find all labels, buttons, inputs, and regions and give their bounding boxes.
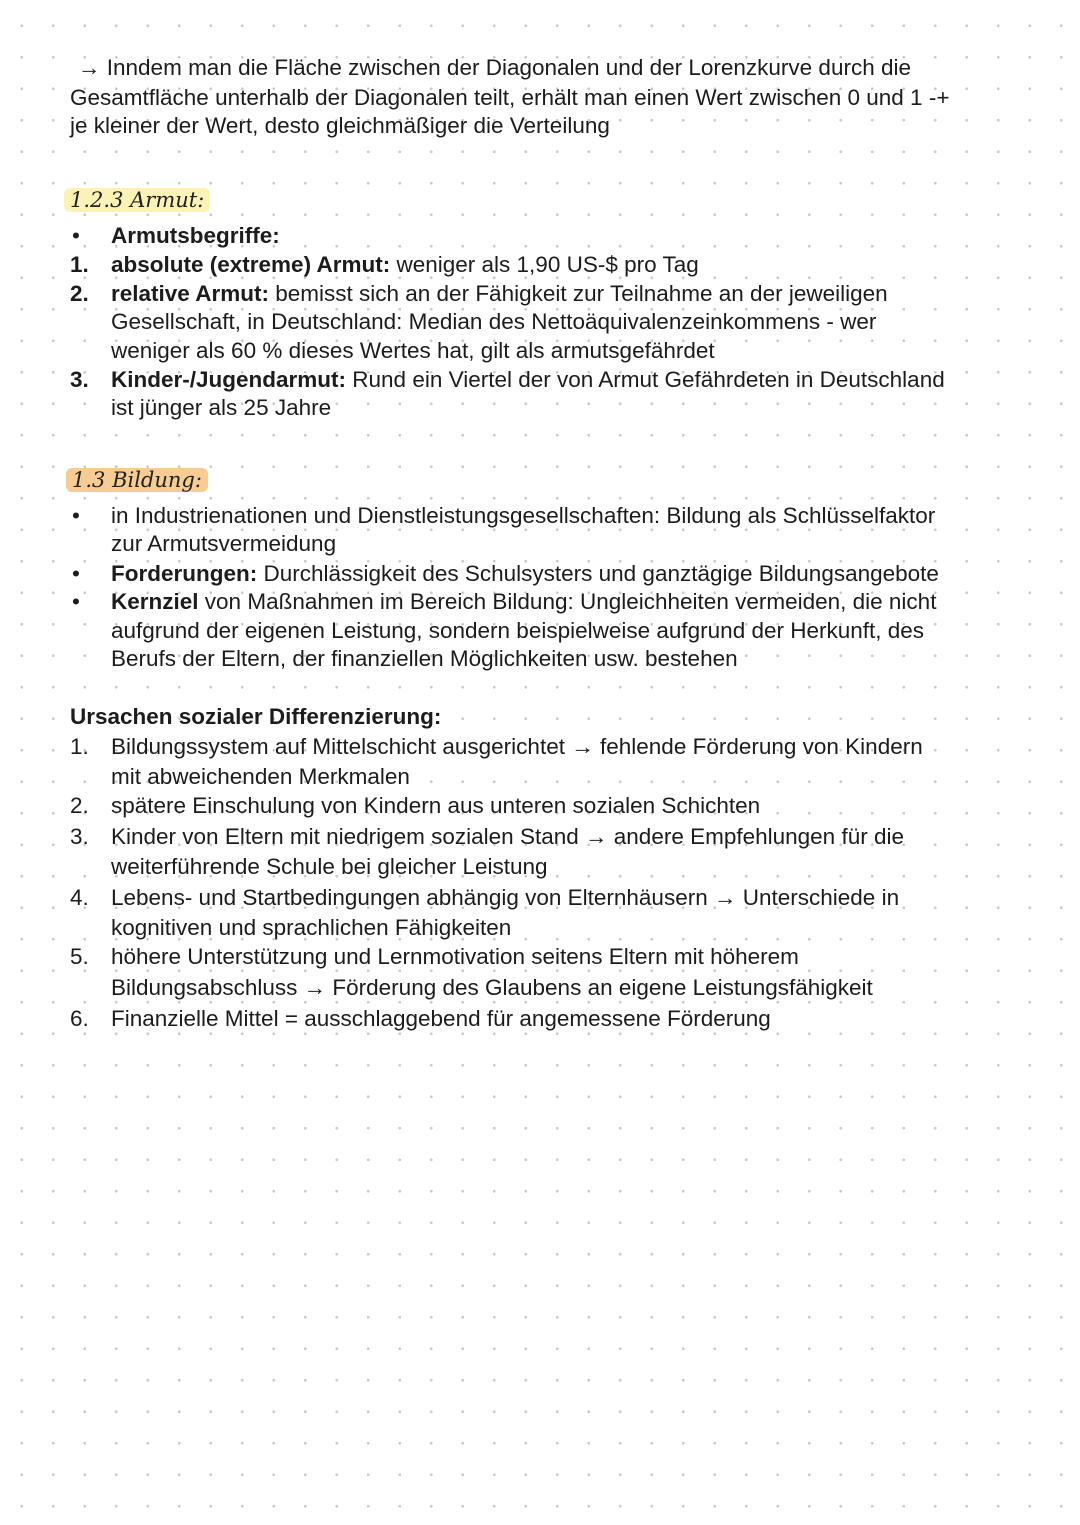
- ursachen-item-1: Bildungssystem auf Mittelschicht ausgerichtet → fehlende Förderung von Kindern: [111, 734, 923, 759]
- bildung-bullet-2: Forderungen: Durchlässigkeit des Schulsysters und ganztägige Bildungsangebote: [111, 561, 939, 586]
- armut-item-1: absolute (extreme) Armut: weniger als 1,90 US-$ pro Tag: [111, 252, 699, 277]
- list-number: 3.: [70, 824, 89, 849]
- intro-line-1: → Inndem man die Fläche zwischen der Diagonalen und der Lorenzkurve durch die: [78, 55, 911, 80]
- list-number: 2.: [70, 793, 89, 818]
- ursachen-item-5: höhere Unterstützung und Lernmotivation seitens Eltern mit höherem: [111, 944, 799, 969]
- ursachen-item-3: Kinder von Eltern mit niedrigem sozialen Stand → andere Empfehlungen für die: [111, 824, 904, 849]
- ursachen-heading: Ursachen sozialer Differenzierung:: [70, 704, 442, 729]
- section-heading-bildung: 1.3 Bildung:: [66, 466, 208, 494]
- bildung-bullet-3: Kernziel von Maßnahmen im Bereich Bildung: Ungleichheiten vermeiden, die nicht: [111, 589, 937, 614]
- list-number: 3.: [70, 367, 89, 392]
- bullet-icon: •: [72, 503, 80, 528]
- list-number: 4.: [70, 885, 89, 910]
- ursachen-item-2: spätere Einschulung von Kindern aus unteren sozialen Schichten: [111, 793, 761, 818]
- ursachen-item-5-line-2: Bildungsabschluss → Förderung des Glaubens an eigene Leistungsfähigkeit: [111, 975, 873, 1000]
- bildung-bullet-3-line-2: aufgrund der eigenen Leistung, sondern beispielweise aufgrund der Herkunft, des: [111, 618, 925, 643]
- armutsbegriffe-title: Armutsbegriffe:: [111, 223, 280, 248]
- ursachen-item-6: Finanzielle Mittel = ausschlaggebend für angemessene Förderung: [111, 1006, 771, 1031]
- arrow-icon: →: [585, 824, 608, 849]
- list-number: 1.: [70, 252, 89, 277]
- intro-line-2: Gesamtfläche unterhalb der Diagonalen teilt, erhält man einen Wert zwischen 0 und 1 -+: [70, 85, 950, 110]
- bildung-bullet-1-line-2: zur Armutsvermeidung: [111, 531, 337, 556]
- intro-line-3: je kleiner der Wert, desto gleichmäßiger die Verteilung: [70, 113, 610, 138]
- list-number: 2.: [70, 281, 89, 306]
- list-number: 5.: [70, 944, 89, 969]
- armut-item-2-line-3: weniger als 60 % dieses Wertes hat, gilt als armutsgefährdet: [111, 338, 715, 363]
- ursachen-item-3-line-2: weiterführende Schule bei gleicher Leistung: [111, 854, 548, 879]
- ursachen-item-4: Lebens- und Startbedingungen abhängig von Elternhäusern → Unterschiede in: [111, 885, 900, 910]
- armut-item-3-line-2: ist jünger als 25 Jahre: [111, 395, 332, 420]
- bildung-bullet-1: in Industrienationen und Dienstleistungsgesellschaften: Bildung als Schlüsselfaktor: [111, 503, 936, 528]
- ursachen-item-1-line-2: mit abweichenden Merkmalen: [111, 764, 410, 789]
- arrow-icon: →: [571, 734, 594, 759]
- arrow-icon: →: [713, 885, 737, 910]
- arrow-icon: →: [78, 55, 101, 80]
- bullet-icon: •: [72, 561, 80, 586]
- armut-item-2: relative Armut: bemisst sich an der Fähigkeit zur Teilnahme an der jeweiligen: [111, 281, 888, 306]
- armut-item-2-line-2: Gesellschaft, in Deutschland: Median des Nettoäquivalenzeinkommens - wer: [111, 309, 877, 334]
- section-heading-armut: 1.2.3 Armut:: [64, 186, 210, 214]
- list-number: 6.: [70, 1006, 89, 1031]
- armut-item-3: Kinder-/Jugendarmut: Rund ein Viertel der von Armut Gefährdeten in Deutschland: [111, 367, 945, 392]
- list-number: 1.: [70, 734, 89, 759]
- arrow-icon: →: [303, 975, 327, 1000]
- bildung-bullet-3-line-3: Berufs der Eltern, der finanziellen Möglichkeiten usw. bestehen: [111, 646, 738, 671]
- ursachen-item-4-line-2: kognitiven und sprachlichen Fähigkeiten: [111, 915, 512, 940]
- bullet-icon: •: [72, 589, 80, 614]
- bullet-icon: •: [72, 223, 80, 248]
